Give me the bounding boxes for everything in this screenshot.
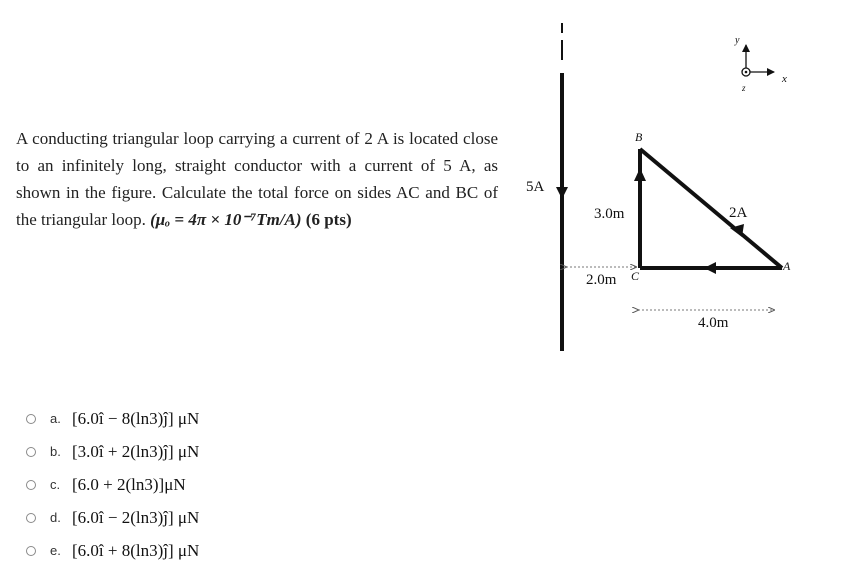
option-text: [6.0î + 8(ln3)ĵ] μN [72,540,200,560]
option-c[interactable] [26,468,199,501]
option-text: [3.0î + 2(ln3)ĵ] μN [72,441,200,461]
vertex-a-label: A [783,259,791,273]
radio-button[interactable] [26,513,36,523]
base-length: 4.0m [698,315,729,331]
option-b[interactable] [26,435,199,468]
wire-current-arrow-icon [556,187,568,199]
option-letter: c. [50,477,61,492]
option-e[interactable] [26,534,199,567]
radio-button[interactable] [26,546,36,556]
axis-z-label: z [742,83,746,93]
radio-button[interactable] [26,414,36,424]
option-a[interactable] [26,402,199,435]
question-body: A conducting triangular loop carrying a current of 2 A is located close to an infinitely long, straight conductor with a current of 5 A, as shown in the figure. Calculate the total force on sides AC and BC of the triangular loop. [16,129,498,229]
triangular-loop [634,149,782,274]
option-letter: b. [50,444,61,459]
physics-figure [520,18,854,363]
permeability-formula: (μₒ = 4π × 10⁻⁷Tm/A) [150,210,302,229]
option-letter: d. [50,510,61,525]
axis-x-label: x [782,73,787,85]
option-text: [6.0 + 2(ln3)]μN [72,474,186,494]
coordinate-axes-icon [742,45,774,76]
vertex-b-label: B [635,130,643,144]
answer-options [26,402,199,567]
wire-current-label: 5A [526,179,545,195]
option-letter: e. [50,543,61,558]
option-text: [6.0î − 2(ln3)ĵ] μN [72,507,200,527]
question-text [16,125,498,233]
option-d[interactable] [26,501,199,534]
radio-button[interactable] [26,480,36,490]
side-ac-length: 3.0m [594,206,625,222]
option-letter: a. [50,411,61,426]
radio-button[interactable] [26,447,36,457]
vertex-c-label: C [631,269,640,283]
base-current-arrow-icon [704,262,716,274]
straight-wire [556,23,568,351]
gap-length: 2.0m [586,272,617,288]
loop-current-label: 2A [729,205,748,221]
axis-y-label: y [735,35,740,46]
question-points: (6 pts) [305,210,352,229]
ac-current-arrow-icon [634,168,646,181]
option-text: [6.0î − 8(ln3)ĵ] μN [72,408,200,428]
